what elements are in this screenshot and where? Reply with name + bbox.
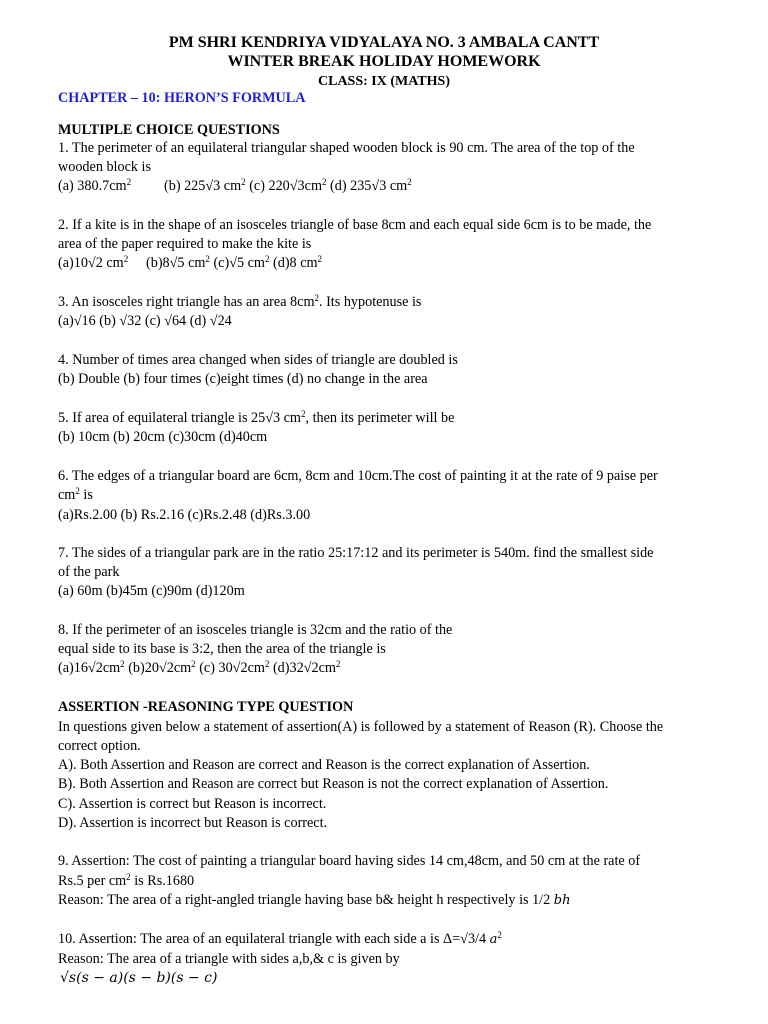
q7-line1: 7. The sides of a triangular park are in the ratio 25:17:12 and its perimeter is 540m. find the smallest side xyxy=(58,545,654,561)
q3-options: (a)√16 (b) √32 (c) √64 (d) √24 xyxy=(58,313,232,329)
q5-options: (b) 10cm (b) 20cm (c)30cm (d)40cm xyxy=(58,429,268,445)
ar-intro-line1: In questions given below a statement of assertion(A) is followed by a statement of Reason (R). Choose the xyxy=(58,719,664,735)
q3-line1: 3. An isosceles right triangle has an area $8cm^2$. Its hypotenuse is xyxy=(58,293,422,310)
ar-option-d: D). Assertion is incorrect but Reason is correct. xyxy=(58,815,328,831)
ar-intro-line2: correct option. xyxy=(58,738,141,754)
q8-option-d: $(d)32√2cm^2$ xyxy=(269,659,341,676)
q8-option-b: $(b)20√2cm^2$ xyxy=(124,659,196,676)
q1-options xyxy=(58,178,412,195)
q1-line2: wooden block is xyxy=(58,159,151,175)
q10-reason: Reason: The area of a triangle with sides a,b,& c is given by xyxy=(58,951,400,967)
q9-line2: Rs.5 per $cm^2$ is Rs.1680 xyxy=(58,872,195,889)
mcq-heading: MULTIPLE CHOICE QUESTIONS xyxy=(58,122,280,138)
q6-options: (a)Rs.2.00 (b) Rs.2.16 (c)Rs.2.48 (d)Rs.3.00 xyxy=(58,507,311,523)
q2-option-b: (b)8√5 $cm^2$ xyxy=(146,254,210,271)
ar-heading: ASSERTION -REASONING TYPE QUESTION xyxy=(58,699,354,715)
q1-option-d: (d) 235√3 $cm^2$ xyxy=(326,177,412,194)
school-name: PM SHRI KENDRIYA VIDYALAYA NO. 3 AMBALA CANTT xyxy=(168,34,600,51)
q1-option-a: (a) $380.7cm^2$ xyxy=(58,177,132,194)
ar-option-a: A). Both Assertion and Reason are correct and Reason is the correct explanation of Assertion. xyxy=(58,757,590,773)
q1-option-c: (c) $220√3cm^2$ xyxy=(245,177,327,194)
q2-option-c: (c)√5 $cm^2$ xyxy=(209,254,270,271)
ar-option-c: C). Assertion is correct but Reason is incorrect. xyxy=(58,796,327,812)
q7-line2: of the park xyxy=(58,564,120,580)
homework-title: WINTER BREAK HOLIDAY HOMEWORK xyxy=(227,53,541,70)
class-label: CLASS: IX (MATHS) xyxy=(318,74,450,89)
q8-option-c: (c) $30√2cm^2$ xyxy=(195,659,270,676)
q8-line1: 8. If the perimeter of an isosceles triangle is 32cm and the ratio of the xyxy=(58,622,453,638)
q4-line1: 4. Number of times area changed when sides of triangle are doubled is xyxy=(58,352,458,368)
q2-line2: area of the paper required to make the kite is xyxy=(58,236,312,252)
q2-options xyxy=(58,255,322,272)
q10-formula: √s(s − a)(s − b)(s − c) xyxy=(60,970,218,986)
q7-options: (a) 60m (b)45m (c)90m (d)120m xyxy=(58,583,245,599)
q2-option-a: (a)10√2 $cm^2$ xyxy=(58,254,129,271)
q4-options: (b) Double (b) four times (c)eight times (d) no change in the area xyxy=(58,371,428,387)
q6-line1: 6. The edges of a triangular board are 6cm, 8cm and 10cm.The cost of painting it at the rate of 9 paise per xyxy=(58,468,658,484)
q1-option-b: (b) 225√3 $cm^2$ xyxy=(164,177,246,194)
q10-assertion: 10. Assertion: The area of an equilateral triangle with each side a is Δ=√3/4 $a^2$ xyxy=(58,930,502,947)
q2-option-d: (d)8 $cm^2$ xyxy=(269,254,323,271)
q6-line2: $cm^2$ is xyxy=(58,486,93,503)
q5-line1: 5. If area of equilateral triangle is 25√3 $cm^2$, then its perimeter will be xyxy=(58,409,455,426)
q2-line1: 2. If a kite is in the shape of an isosceles triangle of base 8cm and each equal side 6cm is to be made, the xyxy=(58,217,652,233)
chapter-title: CHAPTER – 10: HERON’S FORMULA xyxy=(58,90,306,106)
q8-option-a: $(a)16√2cm^2$ xyxy=(58,659,125,676)
q9-line1: 9. Assertion: The cost of painting a triangular board having sides 14 cm,48cm, and 50 cm at the rate of xyxy=(58,853,641,869)
q8-line2: equal side to its base is 3:2, then the area of the triangle is xyxy=(58,641,386,657)
q1-line1: 1. The perimeter of an equilateral triangular shaped wooden block is 90 cm. The area of the top of the xyxy=(58,140,635,156)
ar-option-b: B). Both Assertion and Reason are correct but Reason is not the correct explanation of Assertion. xyxy=(58,776,609,792)
q9-reason: Reason: The area of a right-angled triangle having base b& height h respectively is 1/2 bh xyxy=(58,892,571,908)
q8-options xyxy=(58,660,340,677)
